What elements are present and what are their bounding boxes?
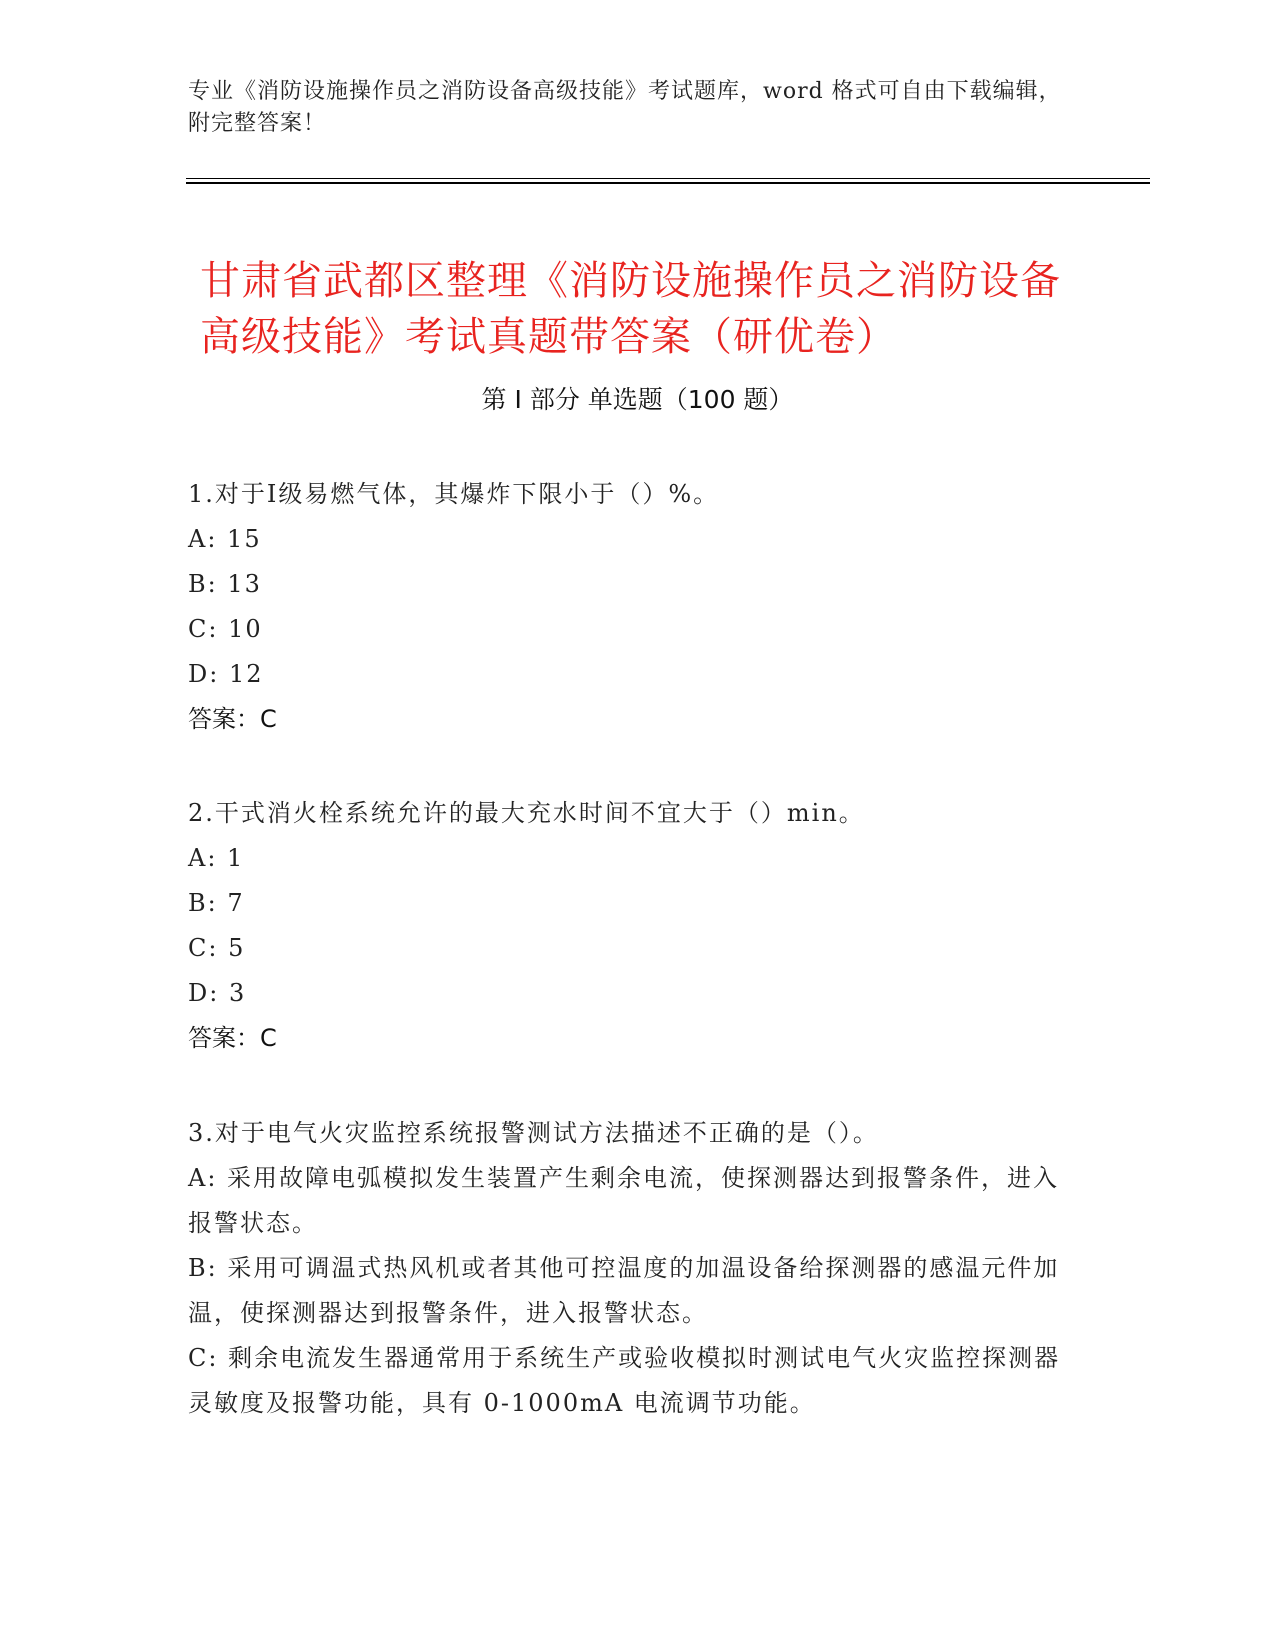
option-b: B: 13 — [188, 570, 262, 598]
question-2 — [188, 791, 1078, 1061]
header-note: 专业《消防设施操作员之消防设备高级技能》考试题库，word 格式可自由下载编辑，附完整答案！ — [188, 79, 1062, 136]
option-c: C: 10 — [188, 615, 263, 643]
section-title: 第 I 部分 单选题（100 题） — [481, 385, 794, 414]
answer-text: 答案：C — [188, 1024, 277, 1052]
question-stem: 1.对于Ⅰ级易燃气体，其爆炸下限小于（）%。 — [188, 480, 720, 508]
option-c: C: 剩余电流发生器通常用于系统生产或验收模拟时测试电气火灾监控探测器灵敏度及报警功能，具有 0-1000mA 电流调节功能。 — [188, 1344, 1061, 1417]
option-a: A: 采用故障电弧模拟发生装置产生剩余电流，使探测器达到报警条件，进入报警状态。 — [188, 1164, 1060, 1237]
header-divider-top — [186, 178, 1150, 179]
question-3 — [188, 1111, 1078, 1426]
question-1 — [188, 472, 1078, 742]
option-a: A: 1 — [188, 844, 245, 872]
document-title: 甘肃省武都区整理《消防设施操作员之消防设备高级技能》考试真题带答案（研优卷） — [200, 257, 1061, 360]
option-c: C: 5 — [188, 934, 246, 962]
answer-text: 答案：C — [188, 705, 277, 733]
option-b: B: 7 — [188, 889, 245, 917]
header-divider-bottom — [186, 182, 1150, 184]
option-a: A: 15 — [188, 525, 262, 553]
question-stem: 2.干式消火栓系统允许的最大充水时间不宜大于（）min。 — [188, 799, 865, 827]
option-b: B: 采用可调温式热风机或者其他可控温度的加温设备给探测器的感温元件加温，使探测器达到报警条件，进入报警状态。 — [188, 1254, 1060, 1327]
option-d: D: 12 — [188, 660, 264, 688]
option-d: D: 3 — [188, 979, 247, 1007]
question-stem: 3.对于电气火灾监控系统报警测试方法描述不正确的是（）。 — [188, 1119, 879, 1147]
